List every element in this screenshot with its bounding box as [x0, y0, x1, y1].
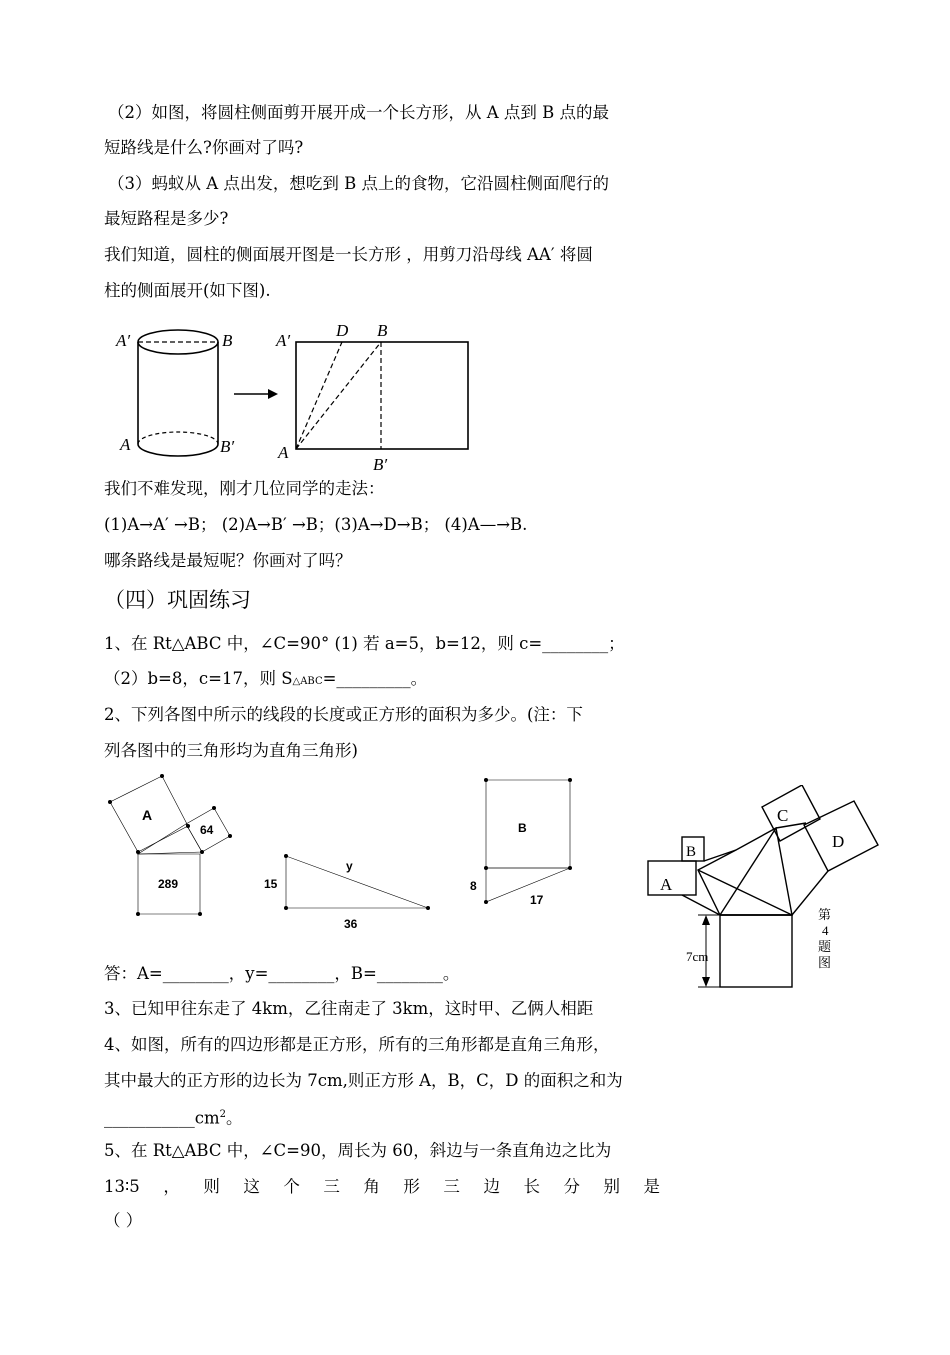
fig2-label-8: 8	[470, 879, 477, 893]
fig2-label-64: 64	[200, 823, 214, 837]
rect-label-a-prime: A′	[276, 331, 291, 350]
exercise-1-part-a: （2）b=8，c=17，则 S	[104, 669, 293, 688]
para-6: 柱的侧面展开(如下图).	[104, 281, 271, 300]
ex5-word: 别	[603, 1177, 620, 1196]
rect-label-b: B	[377, 321, 388, 340]
section-title: （四）巩固练习	[104, 588, 251, 612]
cyl-label-b: B	[222, 331, 233, 350]
para-3: （3）蚂蚁从 A 点出发，想吃到 B 点上的食物，它沿圆柱侧面爬行的	[108, 174, 610, 193]
fig2-label-a: A	[142, 807, 153, 823]
tree-label-c: C	[777, 806, 789, 825]
exercise-5-line-3: （ ）	[104, 1211, 143, 1230]
tree-label-b: B	[686, 844, 697, 860]
ex5-word: 个	[283, 1177, 300, 1196]
para-2: 短路线是什么?你画对了吗?	[104, 138, 304, 157]
para-4: 最短路程是多少?	[104, 209, 229, 228]
rect-label-b-prime: B′	[373, 455, 388, 474]
para-8: (1)A→A′ →B； (2)A→B′ →B；(3)A→D→B； (4)A—→B.	[104, 515, 528, 534]
exercise-2-line-1: 2、下列各图中所示的线段的长度或正方形的面积为多少。(注：下	[104, 705, 583, 724]
ex5-word: 13∶5	[104, 1177, 140, 1196]
cyl-label-b-prime: B′	[220, 437, 235, 456]
tree-caption-4: 图	[818, 955, 832, 970]
exercise-4-line-3	[104, 1104, 243, 1130]
exercise-1-line-2	[104, 668, 427, 693]
ex5-word: 这	[243, 1177, 260, 1196]
exercise-4-line-1: 4、如图，所有的四边形都是正方形，所有的三角形都是直角三角形，	[104, 1035, 610, 1054]
exercise-2-figures	[100, 770, 600, 940]
fig2-label-b: B	[518, 821, 527, 835]
cyl-label-a-prime: A′	[116, 331, 131, 350]
ex5-word: 角	[363, 1177, 380, 1196]
exercise-5-line-1: 5、在 Rt△ABC 中，∠C=90，周长为 60，斜边与一条直角边之比为	[104, 1141, 612, 1160]
ex5-word: 三	[323, 1177, 340, 1196]
ex5-word: 分	[563, 1177, 580, 1196]
exercise-5-line-2	[104, 1176, 660, 1198]
ex5-word: 形	[403, 1177, 420, 1196]
exercise-4-blank: ___________cm	[104, 1108, 220, 1128]
rect-label-d: D	[336, 321, 349, 340]
para-5: 我们知道，圆柱的侧面展开图是一长方形 ，用剪刀沿母线 AA′ 将圆	[104, 245, 593, 264]
exercise-1-line-1: 1、在 Rt△ABC 中，∠C=90° (1) 若 a=5，b=12，则 c=________；	[104, 634, 625, 653]
exercise-4-superscript: 2	[219, 1109, 227, 1120]
cyl-label-a: A	[120, 435, 131, 454]
cylinder-figure	[110, 318, 480, 478]
para-9: 哪条路线是最短呢？你画对了吗？	[104, 551, 352, 570]
fig2-label-15: 15	[264, 877, 278, 891]
rect-label-a: A	[278, 443, 289, 462]
square-tree-figure	[640, 785, 890, 995]
ex5-word: ，	[163, 1177, 180, 1196]
exercise-3: 3、已知甲往东走了 4km，乙往南走了 3km，这时甲、乙俩人相距	[104, 999, 594, 1018]
tree-label-a: A	[660, 875, 673, 894]
fig2-label-y: y	[346, 859, 353, 873]
fig2-label-289: 289	[158, 877, 179, 891]
ex5-word: 是	[643, 1177, 660, 1196]
exercise-4-period: 。	[226, 1108, 243, 1128]
exercise-1-part-b: =_________。	[322, 669, 428, 688]
tree-caption-1: 第	[818, 907, 832, 922]
ex5-word: 三	[443, 1177, 460, 1196]
exercise-2-line-2: 列各图中的三角形均为直角三角形)	[104, 741, 358, 760]
exercise-1-subscript: △ABC	[292, 676, 323, 687]
tree-label-length: 7cm	[686, 949, 709, 964]
fig2-label-17: 17	[530, 893, 544, 907]
exercise-4-line-2: 其中最大的正方形的边长为 7cm,则正方形 A，B，C，D 的面积之和为	[104, 1071, 623, 1090]
ex5-word: 边	[483, 1177, 500, 1196]
ex5-word: 长	[523, 1177, 540, 1196]
fig2-label-36: 36	[344, 917, 358, 931]
ex5-word: 则	[203, 1177, 220, 1196]
para-1: （2）如图，将圆柱侧面剪开展开成一个长方形，从 A 点到 B 点的最	[108, 103, 610, 122]
tree-label-d: D	[832, 832, 845, 851]
tree-caption-2: 4	[822, 923, 829, 938]
exercise-2-answer: 答：A=________，y=________，B=________。	[104, 964, 460, 983]
para-7: 我们不难发现，刚才几位同学的走法：	[104, 479, 385, 498]
tree-caption-3: 题	[818, 939, 832, 954]
